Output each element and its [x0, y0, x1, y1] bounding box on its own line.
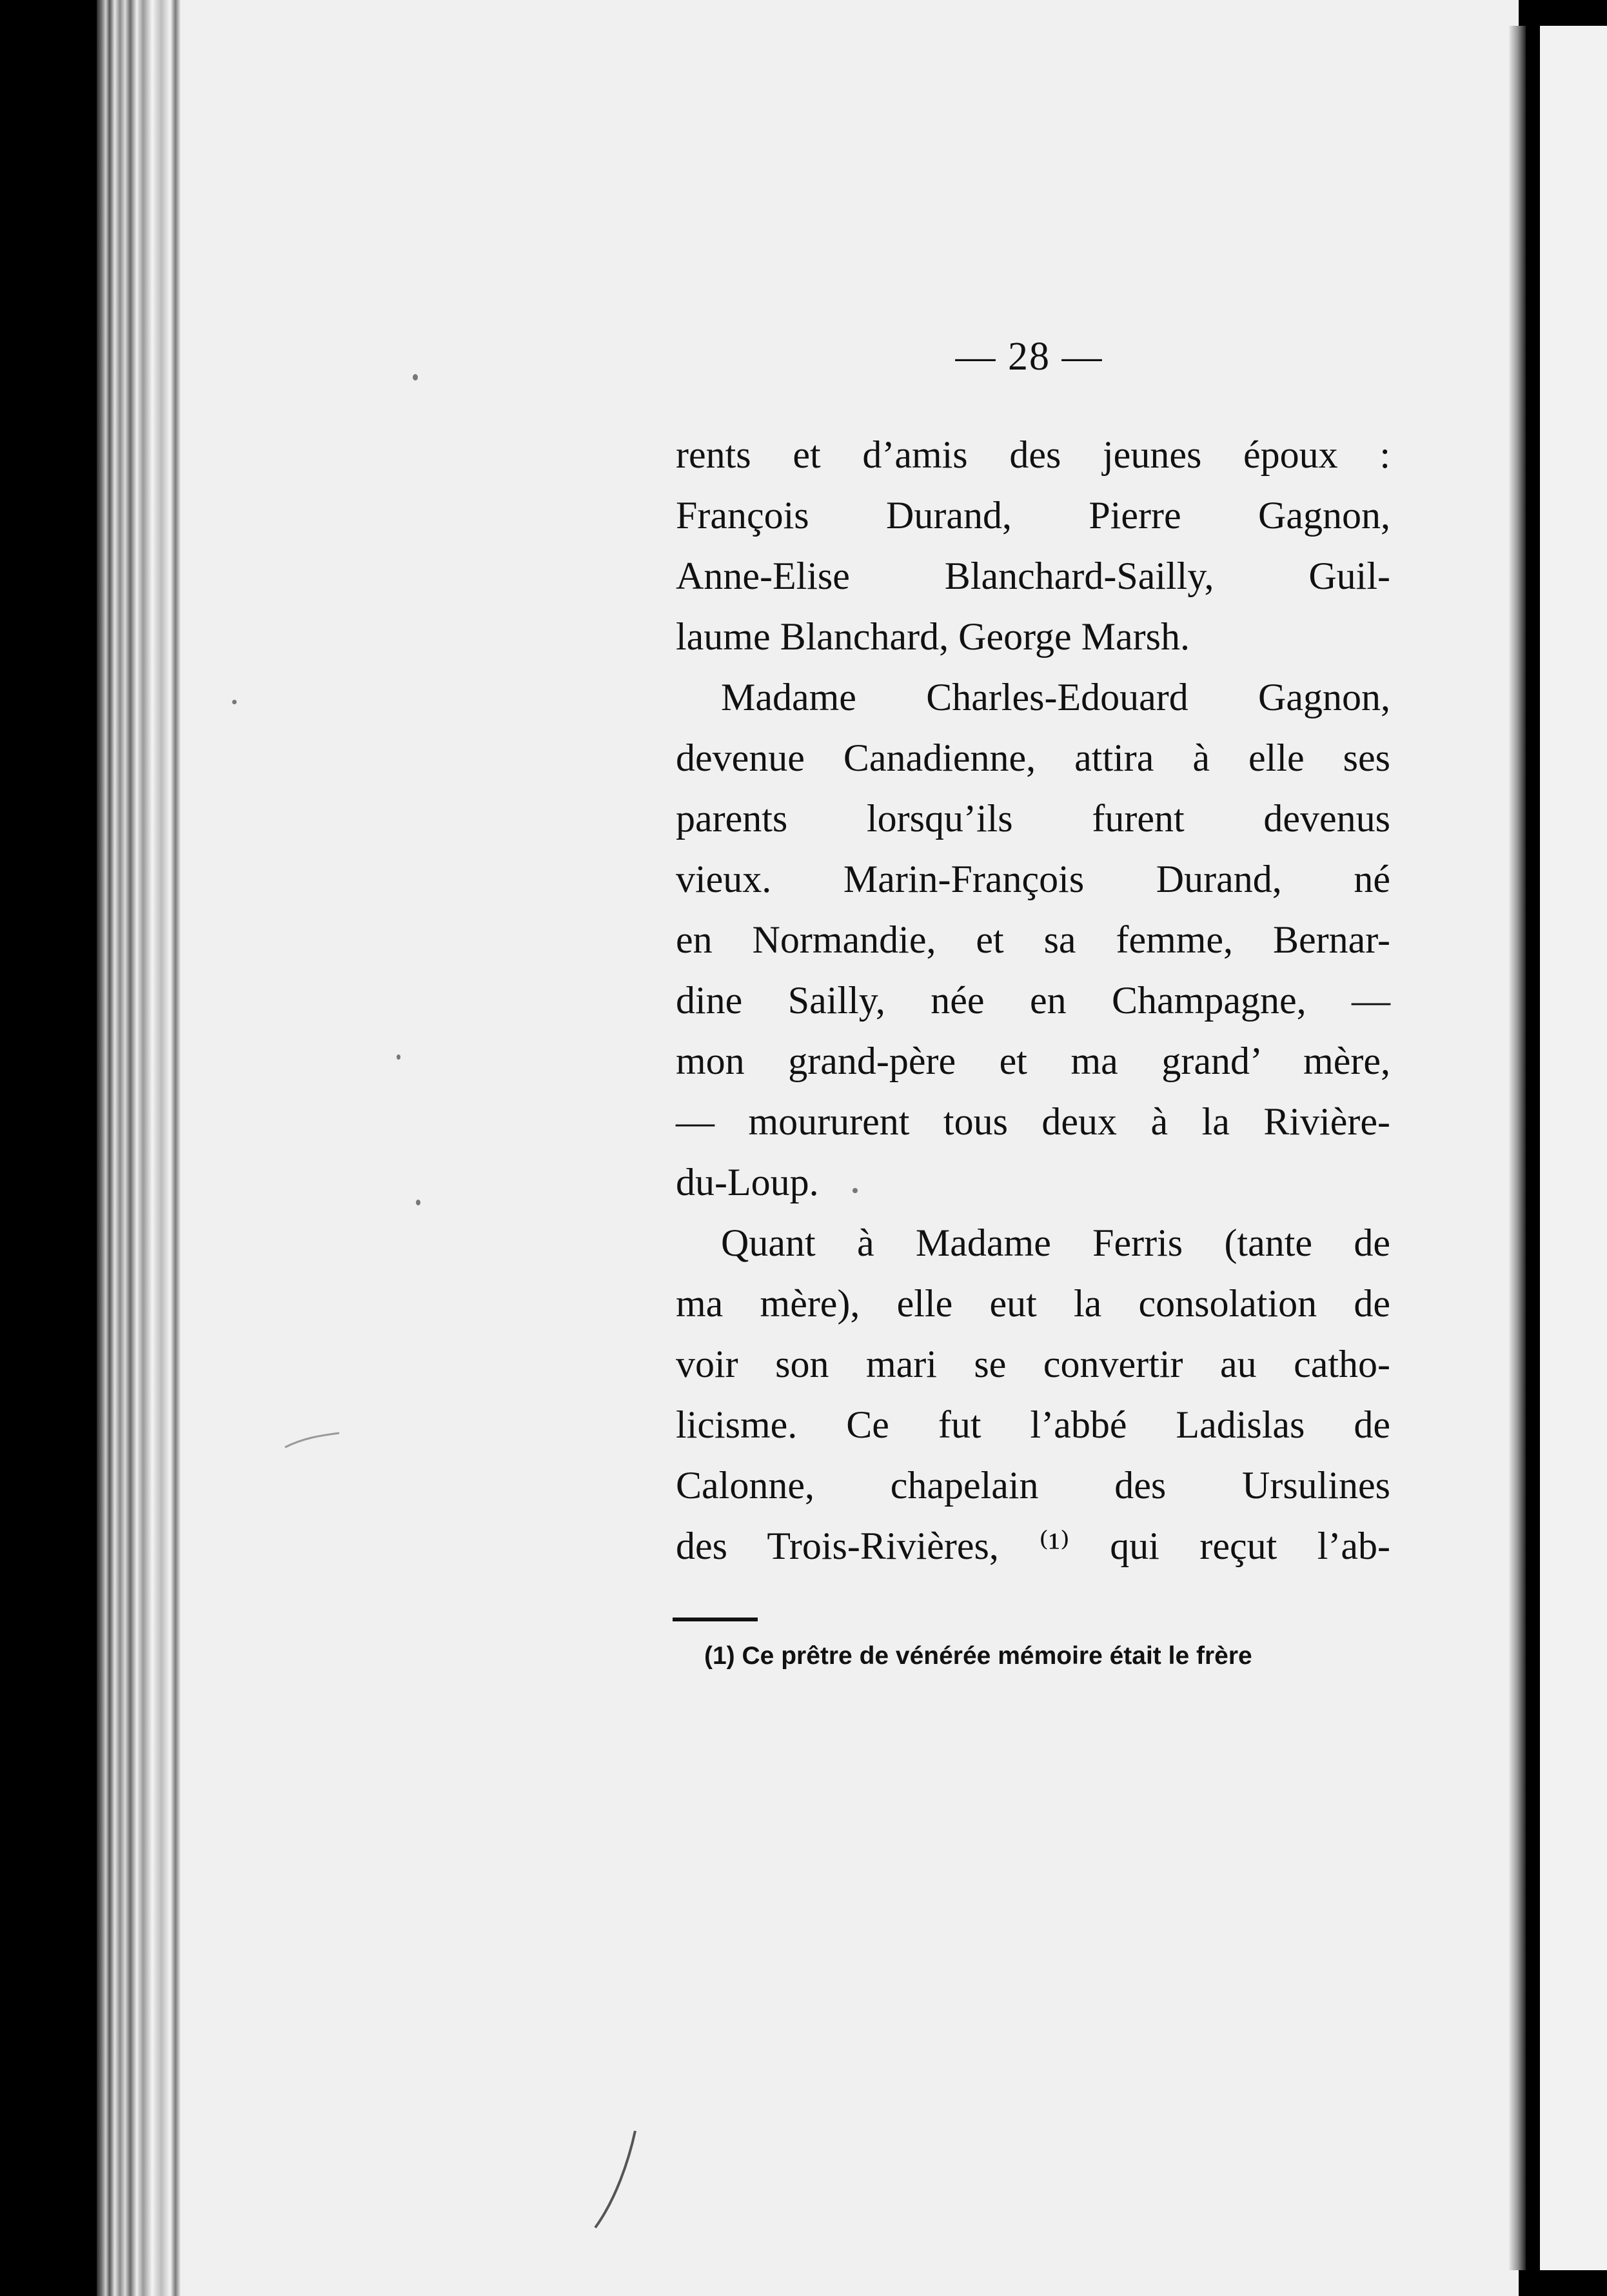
- text-line: en Normandie, et sa femme, Bernar-: [676, 918, 1390, 961]
- text-line: Calonne, chapelain des Ursulines: [676, 1464, 1390, 1507]
- text-line: du-Loup.: [676, 1161, 819, 1203]
- text-line: Anne-Elise Blanchard-Sailly, Guil-: [676, 555, 1390, 597]
- text-line: devenue Canadienne, attira à elle ses: [676, 737, 1390, 779]
- text-line: François Durand, Pierre Gagnon,: [676, 494, 1390, 537]
- text-line: Quant à Madame Ferris (tante de: [721, 1222, 1390, 1264]
- scan-speck: [416, 1200, 420, 1205]
- text-line: parents lorsqu’ils furent devenus: [676, 797, 1390, 840]
- scan-speck: [232, 700, 237, 704]
- text-line: voir son mari se convertir au catho-: [676, 1343, 1390, 1385]
- scan-speck: [853, 1188, 858, 1193]
- text-line: licisme. Ce fut l’abbé Ladislas de: [676, 1403, 1390, 1446]
- book-page-edges: [97, 0, 181, 2296]
- scan-scratch: [590, 2128, 642, 2232]
- text-line: vieux. Marin-François Durand, né: [676, 858, 1390, 900]
- body-text: [676, 424, 1390, 1576]
- page-number: — 28 —: [955, 335, 1103, 379]
- text-line: — moururent tous deux à la Rivière-: [676, 1100, 1390, 1143]
- text-line: laume Blanchard, George Marsh.: [676, 615, 1190, 658]
- text-line: rents et d’amis des jeunes époux :: [676, 433, 1390, 476]
- gutter-shadow: [1509, 26, 1526, 2270]
- text-line: des Trois-Rivières, ⁽¹⁾ qui reçut l’ab-: [676, 1525, 1390, 1567]
- footnote: (1) Ce prêtre de vénérée mémoire était le frère: [704, 1642, 1252, 1670]
- text-line: Madame Charles-Edouard Gagnon,: [721, 676, 1390, 718]
- facing-page-edge: [1540, 26, 1607, 2270]
- scan-speck: [397, 1054, 400, 1060]
- text-line: dine Sailly, née en Champagne, —: [676, 979, 1390, 1022]
- text-line: ma mère), elle eut la consolation de: [676, 1282, 1390, 1325]
- text-line: mon grand-père et ma grand’ mère,: [676, 1040, 1390, 1082]
- scan-speck: [413, 374, 418, 381]
- scan-scratch: [284, 1425, 342, 1451]
- footnote-separator: [673, 1618, 758, 1621]
